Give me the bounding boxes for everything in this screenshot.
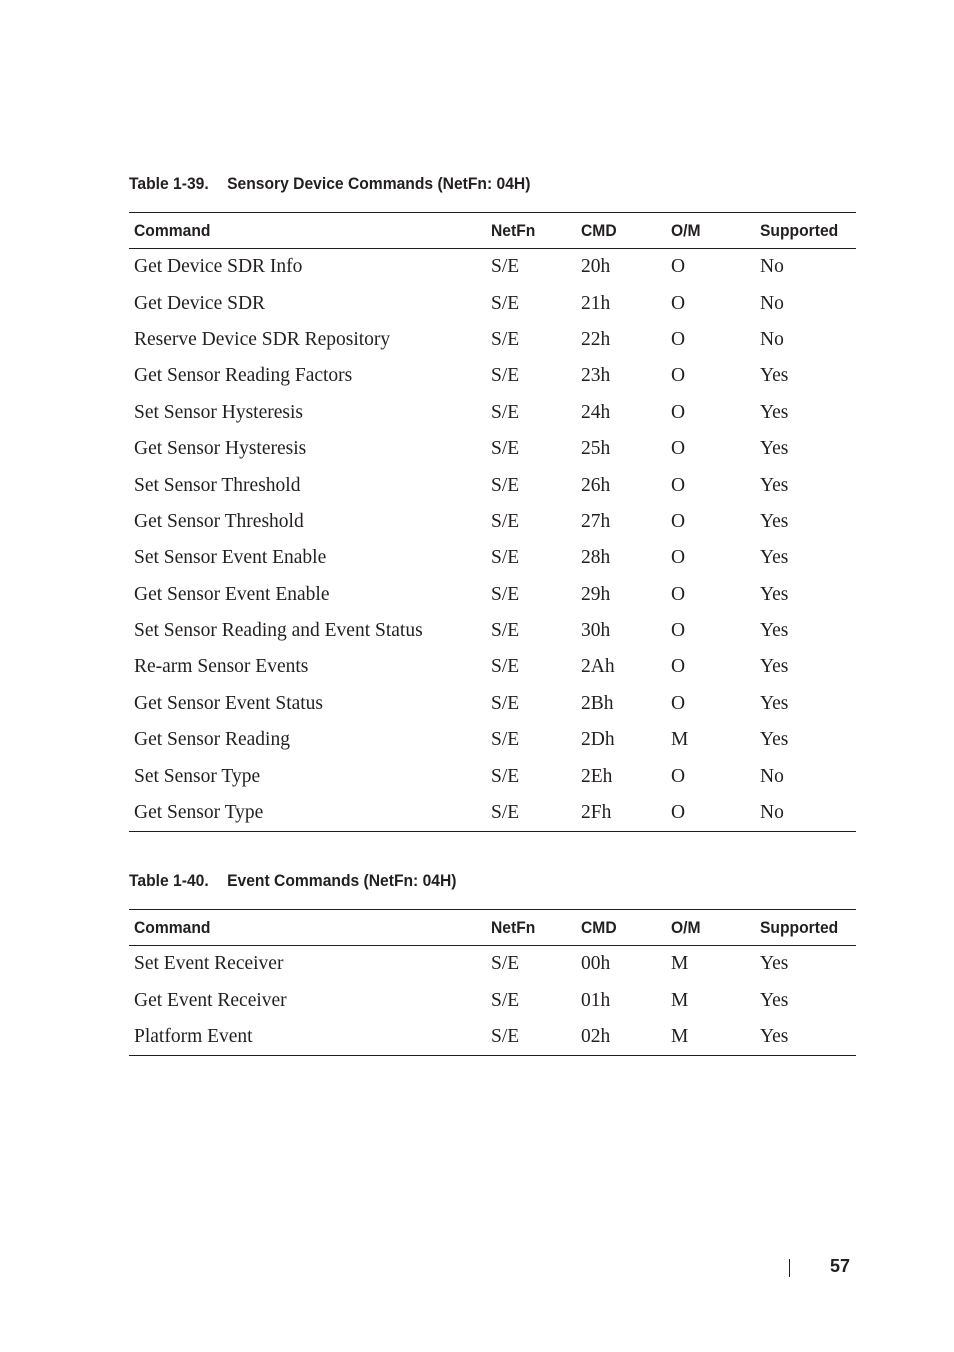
command-cell: Platform Event xyxy=(129,1019,486,1056)
footer-divider xyxy=(789,1259,790,1277)
om-cell: O xyxy=(671,365,686,387)
cmd-cell: 00h xyxy=(581,953,611,975)
table-row xyxy=(129,613,856,649)
cmd-cell: 22h xyxy=(581,328,611,350)
cmd-cell: 20h xyxy=(581,256,611,278)
netfn-cell: S/E xyxy=(491,953,520,975)
table-header-row xyxy=(129,910,856,946)
cmd-cell: 2Dh xyxy=(581,729,615,751)
table-row xyxy=(129,358,856,394)
supported-cell: Yes xyxy=(760,953,789,975)
table-number: Table 1-40. xyxy=(129,871,209,890)
command-cell: Set Event Receiver xyxy=(134,953,284,975)
command-cell: Get Sensor Threshold xyxy=(134,510,304,532)
cmd-cell: 2Fh xyxy=(576,795,666,832)
cmd-cell: 2Eh xyxy=(581,765,613,787)
netfn-cell: S/E xyxy=(491,474,520,496)
table-row xyxy=(129,322,856,358)
header-netfn: NetFn xyxy=(486,910,576,946)
supported-cell: Yes xyxy=(760,365,789,387)
netfn-cell: S/E xyxy=(491,438,520,460)
header-cmd: CMD xyxy=(576,213,666,249)
cmd-cell: 27h xyxy=(581,510,611,532)
supported-cell: Yes xyxy=(760,656,789,678)
om-cell: O xyxy=(671,620,686,642)
command-cell: Set Sensor Reading and Event Status xyxy=(134,620,423,642)
table-row xyxy=(129,946,856,983)
command-cell: Get Device SDR Info xyxy=(134,256,303,278)
supported-cell: Yes xyxy=(760,692,789,714)
supported-cell: No xyxy=(755,795,856,832)
header-cmd: CMD xyxy=(576,910,666,946)
om-cell: O xyxy=(671,692,686,714)
event-commands-table xyxy=(129,909,856,1056)
netfn-cell: S/E xyxy=(486,1019,576,1056)
supported-cell: Yes xyxy=(760,620,789,642)
page-number: 57 xyxy=(830,1256,851,1276)
table-title: Sensory Device Commands (NetFn: 04H) xyxy=(227,174,531,193)
sensory-device-commands-table xyxy=(129,212,856,832)
om-cell: O xyxy=(671,656,686,678)
command-cell: Get Sensor Type xyxy=(129,795,486,832)
header-om: O/M xyxy=(666,213,755,249)
header-netfn: NetFn xyxy=(486,213,576,249)
netfn-cell: S/E xyxy=(491,656,520,678)
cmd-cell: 01h xyxy=(581,989,611,1011)
header-supported: Supported xyxy=(755,910,856,946)
om-cell: O xyxy=(671,583,686,605)
command-cell: Set Sensor Threshold xyxy=(134,474,301,496)
header-supported: Supported xyxy=(755,213,856,249)
supported-cell: No xyxy=(760,292,784,314)
supported-cell: Yes xyxy=(760,474,789,496)
command-cell: Get Device SDR xyxy=(134,292,266,314)
table-number: Table 1-39. xyxy=(129,174,209,193)
cmd-cell: 2Ah xyxy=(581,656,615,678)
table-caption xyxy=(129,174,530,194)
table-row xyxy=(129,431,856,467)
header-om: O/M xyxy=(666,910,755,946)
table-row xyxy=(129,249,856,286)
om-cell: O xyxy=(671,765,686,787)
om-cell: O xyxy=(671,438,686,460)
cmd-cell: 30h xyxy=(581,620,611,642)
command-cell: Reserve Device SDR Repository xyxy=(134,328,391,350)
table-title: Event Commands (NetFn: 04H) xyxy=(227,871,457,890)
supported-cell: Yes xyxy=(760,989,789,1011)
supported-cell: No xyxy=(760,328,784,350)
command-cell: Re-arm Sensor Events xyxy=(134,656,309,678)
header-command: Command xyxy=(129,910,486,946)
supported-cell: Yes xyxy=(755,1019,856,1056)
om-cell: O xyxy=(671,292,686,314)
table-row xyxy=(129,722,856,758)
table-row xyxy=(129,795,856,832)
netfn-cell: S/E xyxy=(491,989,520,1011)
table-header-row xyxy=(129,213,856,249)
om-cell: O xyxy=(671,547,686,569)
cmd-cell: 26h xyxy=(581,474,611,496)
table-row xyxy=(129,577,856,613)
netfn-cell: S/E xyxy=(491,765,520,787)
supported-cell: Yes xyxy=(760,583,789,605)
netfn-cell: S/E xyxy=(491,328,520,350)
netfn-cell: S/E xyxy=(491,401,520,423)
om-cell: O xyxy=(671,256,686,278)
table-row xyxy=(129,649,856,685)
table-row xyxy=(129,540,856,576)
om-cell: M xyxy=(671,729,689,751)
netfn-cell: S/E xyxy=(486,795,576,832)
table-row xyxy=(129,758,856,794)
om-cell: O xyxy=(666,795,755,832)
command-cell: Set Sensor Event Enable xyxy=(134,547,327,569)
netfn-cell: S/E xyxy=(491,510,520,532)
command-cell: Get Sensor Event Enable xyxy=(134,583,330,605)
header-command: Command xyxy=(129,213,486,249)
om-cell: M xyxy=(666,1019,755,1056)
om-cell: O xyxy=(671,328,686,350)
om-cell: M xyxy=(671,989,689,1011)
table-row xyxy=(129,686,856,722)
netfn-cell: S/E xyxy=(491,583,520,605)
supported-cell: Yes xyxy=(760,401,789,423)
netfn-cell: S/E xyxy=(491,292,520,314)
table-row xyxy=(129,395,856,431)
supported-cell: Yes xyxy=(760,438,789,460)
supported-cell: Yes xyxy=(760,547,789,569)
netfn-cell: S/E xyxy=(491,620,520,642)
supported-cell: No xyxy=(760,256,784,278)
command-cell: Get Sensor Reading Factors xyxy=(134,365,353,387)
command-cell: Get Sensor Hysteresis xyxy=(134,438,307,460)
command-cell: Set Sensor Hysteresis xyxy=(134,401,303,423)
netfn-cell: S/E xyxy=(491,365,520,387)
command-cell: Set Sensor Type xyxy=(134,765,261,787)
cmd-cell: 2Bh xyxy=(581,692,614,714)
cmd-cell: 29h xyxy=(581,583,611,605)
cmd-cell: 02h xyxy=(576,1019,666,1056)
cmd-cell: 25h xyxy=(581,438,611,460)
cmd-cell: 21h xyxy=(581,292,611,314)
supported-cell: No xyxy=(760,765,784,787)
netfn-cell: S/E xyxy=(491,256,520,278)
cmd-cell: 24h xyxy=(581,401,611,423)
om-cell: M xyxy=(671,953,689,975)
table-row xyxy=(129,1019,856,1056)
om-cell: O xyxy=(671,401,686,423)
cmd-cell: 28h xyxy=(581,547,611,569)
table-row xyxy=(129,504,856,540)
netfn-cell: S/E xyxy=(491,692,520,714)
table-row xyxy=(129,982,856,1018)
table-row xyxy=(129,285,856,321)
netfn-cell: S/E xyxy=(491,547,520,569)
cmd-cell: 23h xyxy=(581,365,611,387)
command-cell: Get Event Receiver xyxy=(134,989,287,1011)
command-cell: Get Sensor Reading xyxy=(134,729,290,751)
netfn-cell: S/E xyxy=(491,729,520,751)
table-row xyxy=(129,467,856,503)
om-cell: O xyxy=(671,510,686,532)
table-caption xyxy=(129,871,457,891)
supported-cell: Yes xyxy=(760,729,789,751)
command-cell: Get Sensor Event Status xyxy=(134,692,324,714)
om-cell: O xyxy=(671,474,686,496)
supported-cell: Yes xyxy=(760,510,789,532)
